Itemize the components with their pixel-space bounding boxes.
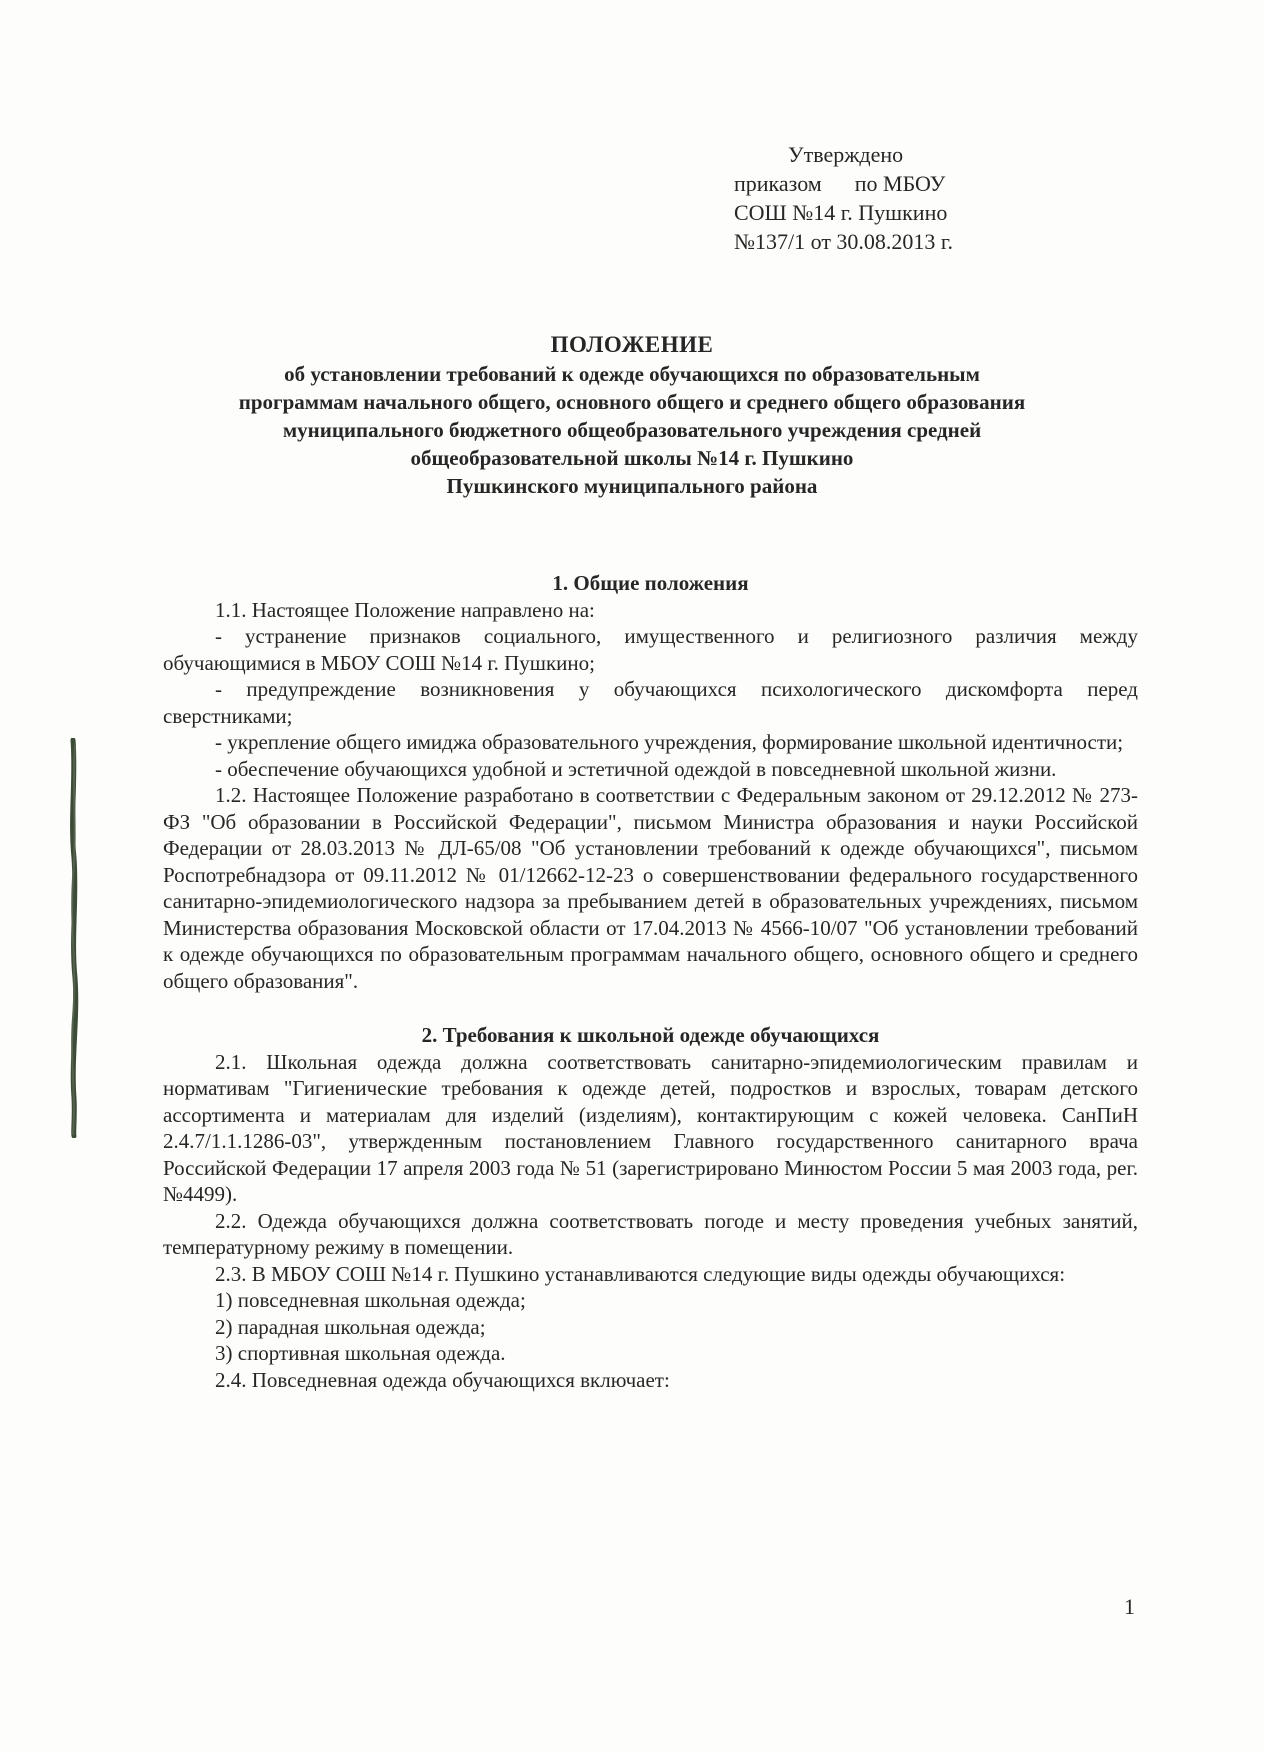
approval-line-1: Утверждено bbox=[788, 142, 904, 167]
paragraph: 2.4. Повседневная одежда обучающихся включает: bbox=[215, 1367, 670, 1392]
document-title: ПОЛОЖЕНИЕ bbox=[550, 332, 714, 357]
title-line: муниципального бюджетного общеобразовательного учреждения средней bbox=[282, 418, 982, 442]
paragraph: - устранение признаков социального, имущественного и религиозного различия между обучающимися в МБОУ СОШ №14 г. Пушкино; bbox=[163, 624, 1138, 675]
approval-line-3: СОШ №14 г. Пушкино bbox=[734, 200, 948, 225]
title-line: об установлении требований к одежде обучающихся по образовательным bbox=[284, 362, 980, 386]
paragraph: 2.2. Одежда обучающихся должна соответствовать погоде и месту проведения учебных занятий, температурному режиму в помещении. bbox=[163, 1208, 1138, 1259]
paragraph: 1.2. Настоящее Положение разработано в соответствии с Федеральным законом от 29.12.2012 № 273-ФЗ "Об образовании в Российской Федерации", письмом Министра образования и науки Российской Федерации от 28.03.2013 № ДЛ-65/08 "Об установлении требований к одежде обучающихся", письмом Роспотребнадзора от 09.11.2012 № 01/12662-12-23 о совершенствовании федерального государственного санитарно-эпидемиологического надзора за пребыванием детей в образовательных учреждениях, письмом Министерства образования Московской области от 17.04.2013 № 4566-10/07 "Об установлении требований к одежде обучающихся по образовательным программам начального общего, основного общего и среднего общего образования". bbox=[163, 783, 1138, 993]
approval-line-2: приказом по МБОУ bbox=[734, 171, 946, 196]
paragraph: - предупреждение возникновения у обучающихся психологического дискомфорта перед сверстниками; bbox=[163, 677, 1138, 728]
title-line: Пушкинского муниципального района bbox=[446, 474, 818, 498]
paragraph: 2.1. Школьная одежда должна соответствовать санитарно-эпидемиологическим правилам и нормативам "Гигиенические требования к одежде детей, подростков и взрослых, товарам детского ассортимента и материалам для изделий (изделиям), контактирующим с кожей человека. СанПиН 2.4.7/1.1.1286-03", утвержденным постановлением Главного государственного санитарного врача Российской Федерации 17 апреля 2003 года № 51 (зарегистрировано Минюстом России 5 мая 2003 года, рег.№4499). bbox=[163, 1049, 1138, 1206]
list-item: 2) парадная школьная одежда; bbox=[215, 1314, 486, 1339]
approval-stamp-block bbox=[734, 140, 1034, 256]
list-item: 1) повседневная школьная одежда; bbox=[215, 1288, 526, 1312]
section-2-title: 2. Требования к школьной одежде обучающихся bbox=[421, 1023, 880, 1047]
binding-thread-mark bbox=[67, 738, 81, 1138]
title-line: общеобразовательной школы №14 г. Пушкино bbox=[410, 446, 854, 470]
list-item: 3) спортивная школьная одежда. bbox=[215, 1341, 506, 1365]
page-number: 1 bbox=[1124, 1594, 1135, 1619]
section-1-title: 1. Общие положения bbox=[552, 571, 749, 595]
paragraph: - укрепление общего имиджа образовательного учреждения, формирование школьной идентичности; bbox=[215, 730, 1124, 754]
approval-line-4: №137/1 от 30.08.2013 г. bbox=[734, 229, 953, 254]
document-title-block bbox=[150, 330, 1114, 500]
document-body bbox=[163, 570, 1138, 1393]
paragraph: 2.3. В МБОУ СОШ №14 г. Пушкино устанавливаются следующие виды одежды обучающихся: bbox=[215, 1261, 1066, 1286]
title-line: программам начального общего, основного общего и среднего общего образования bbox=[238, 390, 1026, 414]
paragraph: 1.1. Настоящее Положение направлено на: bbox=[215, 597, 595, 622]
paragraph: - обеспечение обучающихся удобной и эстетичной одеждой в повседневной школьной жизни. bbox=[215, 756, 1057, 781]
